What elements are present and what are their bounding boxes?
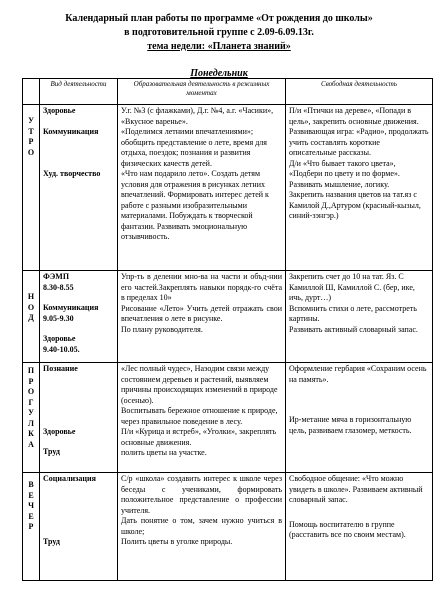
period-letter: Ч <box>28 501 34 510</box>
activity-cell <box>40 105 118 271</box>
plan-subtitle: в подготовительной группе с 2.09-6.09.13г. <box>124 27 314 38</box>
free-activity-text: П/и «Птички на дереве», «Попади в цель», закрепить основные движения. <box>289 106 419 126</box>
activity-name: Познание <box>43 364 78 373</box>
week-theme: тема недели: «Планета знаний» <box>147 41 291 52</box>
educational-text: По плану руководителя. <box>121 324 203 334</box>
free-activity-text: Помощь воспитателю в группе (расставить все по своим местам). <box>289 519 406 539</box>
period-label <box>23 271 40 363</box>
table-header-row <box>23 79 433 105</box>
educational-text: «Лес полный чудес», Наэодим связи между состоянием деревьев и растений, выявляем причины происходящих изменений в природе (осенью). <box>121 364 278 405</box>
table-row <box>23 473 433 581</box>
period-letter: П <box>27 366 35 375</box>
free-activity-text: Оформление гербария «Сохраним осень на память». <box>289 364 427 384</box>
period-letter: К <box>28 429 34 438</box>
free-activity-cell <box>286 271 433 363</box>
period-letter: У <box>28 116 34 125</box>
plan-title: Календарный план работы по программе «От рождения до школы» <box>65 13 373 24</box>
period-label <box>23 473 40 581</box>
period-letter: Р <box>28 376 34 386</box>
educational-cell <box>118 271 286 363</box>
period-letter: О <box>27 147 35 157</box>
free-activity-cell <box>286 473 433 581</box>
period-letter: Р <box>28 522 34 531</box>
activity-name: Коммуникация <box>43 303 99 312</box>
free-activity-cell <box>286 363 433 473</box>
period-letter: Л <box>28 418 34 428</box>
period-letter: Е <box>28 511 34 521</box>
period-label <box>23 363 40 473</box>
educational-text: С/р «школа» создавить интерес к школе через беседы с учениками, формировать положительное представление о профессии учителя. <box>121 474 282 515</box>
free-activity-text: Закрепить счет до 10 на тат. Яз. С Камиллой Ш, Камиллой С. (бер, ике, ичь, дурт…) <box>289 272 415 302</box>
educational-text: полить цветы на участке. <box>121 448 207 457</box>
activity-name: Социализация <box>43 474 96 483</box>
period-letter: А <box>28 439 34 449</box>
free-activity-cell <box>286 105 433 271</box>
period-letter: Т <box>28 126 34 136</box>
educational-text: У.г. №3 (с флажками), Д.г. №4, а.г. «Часики», «Вкусное варенье». <box>121 106 274 126</box>
activity-name: Труд <box>43 536 60 546</box>
activity-cell <box>40 363 118 473</box>
period-letter: У <box>28 408 34 417</box>
activity-time: 9.40-10.05. <box>43 344 80 354</box>
free-activity-text: Развивать активный словарный запас. <box>289 324 418 334</box>
educational-text: Полить цветы в уголке природы. <box>121 537 233 546</box>
free-activity-text: Вспомнить стихи о лете, рассмотреть картины. <box>289 303 417 323</box>
activity-name: Здоровье <box>43 426 76 436</box>
column-header: Свободная деятельность <box>286 79 433 105</box>
activity-name: Здоровье <box>43 334 76 343</box>
period-letter: О <box>27 302 35 312</box>
educational-text: «Поделимся летними впечатлениями»; обобщить представление о лете, время для отдыха, поездок; познания и развития физических качеств детей. <box>121 127 267 168</box>
activity-name: Здоровье <box>43 106 76 115</box>
free-activity-text: Ир-метание мяча в горизонтальную цель, развиваем глазомер, меткость. <box>289 415 412 435</box>
column-header: Образовательная деятельность в режимных моментах <box>118 79 286 105</box>
activity-cell <box>40 473 118 581</box>
period-letter: Г <box>28 397 34 407</box>
table-row <box>23 105 433 271</box>
period-label <box>23 105 40 271</box>
educational-text: Упр-ть в делении мно-ва на части и объд-нии его частей.Закреплять навыки порядк-го счёта в пределах 10» <box>121 272 282 302</box>
activity-time: 9.05-9.30 <box>43 313 74 323</box>
free-activity-text: Свободное общение: «Что можно увидеть в школе». Развиваем активный словарный запас. <box>289 474 423 504</box>
free-activity-text: Закрепить названия цветов на тат.яз с Камилой Д.,Артуром (красный-кызыл, синий-зэнгэр.) <box>289 190 421 220</box>
activity-cell <box>40 271 118 363</box>
educational-text: П/и «Курица и ястреб», «Уголки», закреплять основные движения. <box>121 427 277 447</box>
schedule-table <box>22 78 433 581</box>
period-letter: Р <box>28 137 34 146</box>
column-header: Вид деятельности <box>40 79 118 105</box>
column-header <box>23 79 40 105</box>
period-letter: Е <box>28 490 34 500</box>
activity-name: Коммуникация <box>43 126 99 136</box>
table-row <box>23 271 433 363</box>
educational-cell <box>118 363 286 473</box>
educational-text: Воспитывать бережное отношение к природе, через правильное поведение в лесу. <box>121 406 278 426</box>
educational-cell <box>118 105 286 271</box>
activity-name: ФЭМП <box>43 272 70 281</box>
table-row <box>23 363 433 473</box>
educational-cell <box>118 473 286 581</box>
educational-text: «Что нам подарило лето». Создать детям условия для отражения в рисунках летних впечатлений. Формировать интерес детей к работе с разными изобразительными материалами. Побуждать к творческой фантазии. Развивать эмоциональную отзывчивость. <box>121 169 269 241</box>
period-letter: В <box>28 480 34 489</box>
period-letter: Н <box>27 292 35 301</box>
activity-time: 8.30-8.55 <box>43 282 74 292</box>
free-activity-text: Развивающая игра: «Радио», продолжать учить составлять короткие описательные рассказы. <box>289 127 429 157</box>
period-letter: О <box>27 387 35 396</box>
day-title: Понедельник <box>190 68 248 79</box>
activity-name: Труд <box>43 447 60 456</box>
activity-name: Худ. творчество <box>43 169 101 178</box>
educational-text: Дать понятие о том, зачем нужно учиться в школе; <box>121 516 282 536</box>
educational-text: Рисование «Лето» Учить детей отражать свои впечатления о лете в рисунке. <box>121 303 282 323</box>
period-letter: Д <box>28 313 34 322</box>
free-activity-text: Д/и «Что бывает такого цвета», «Подбери по цвету и по форме». Развивать мышление, логику. <box>289 158 400 189</box>
